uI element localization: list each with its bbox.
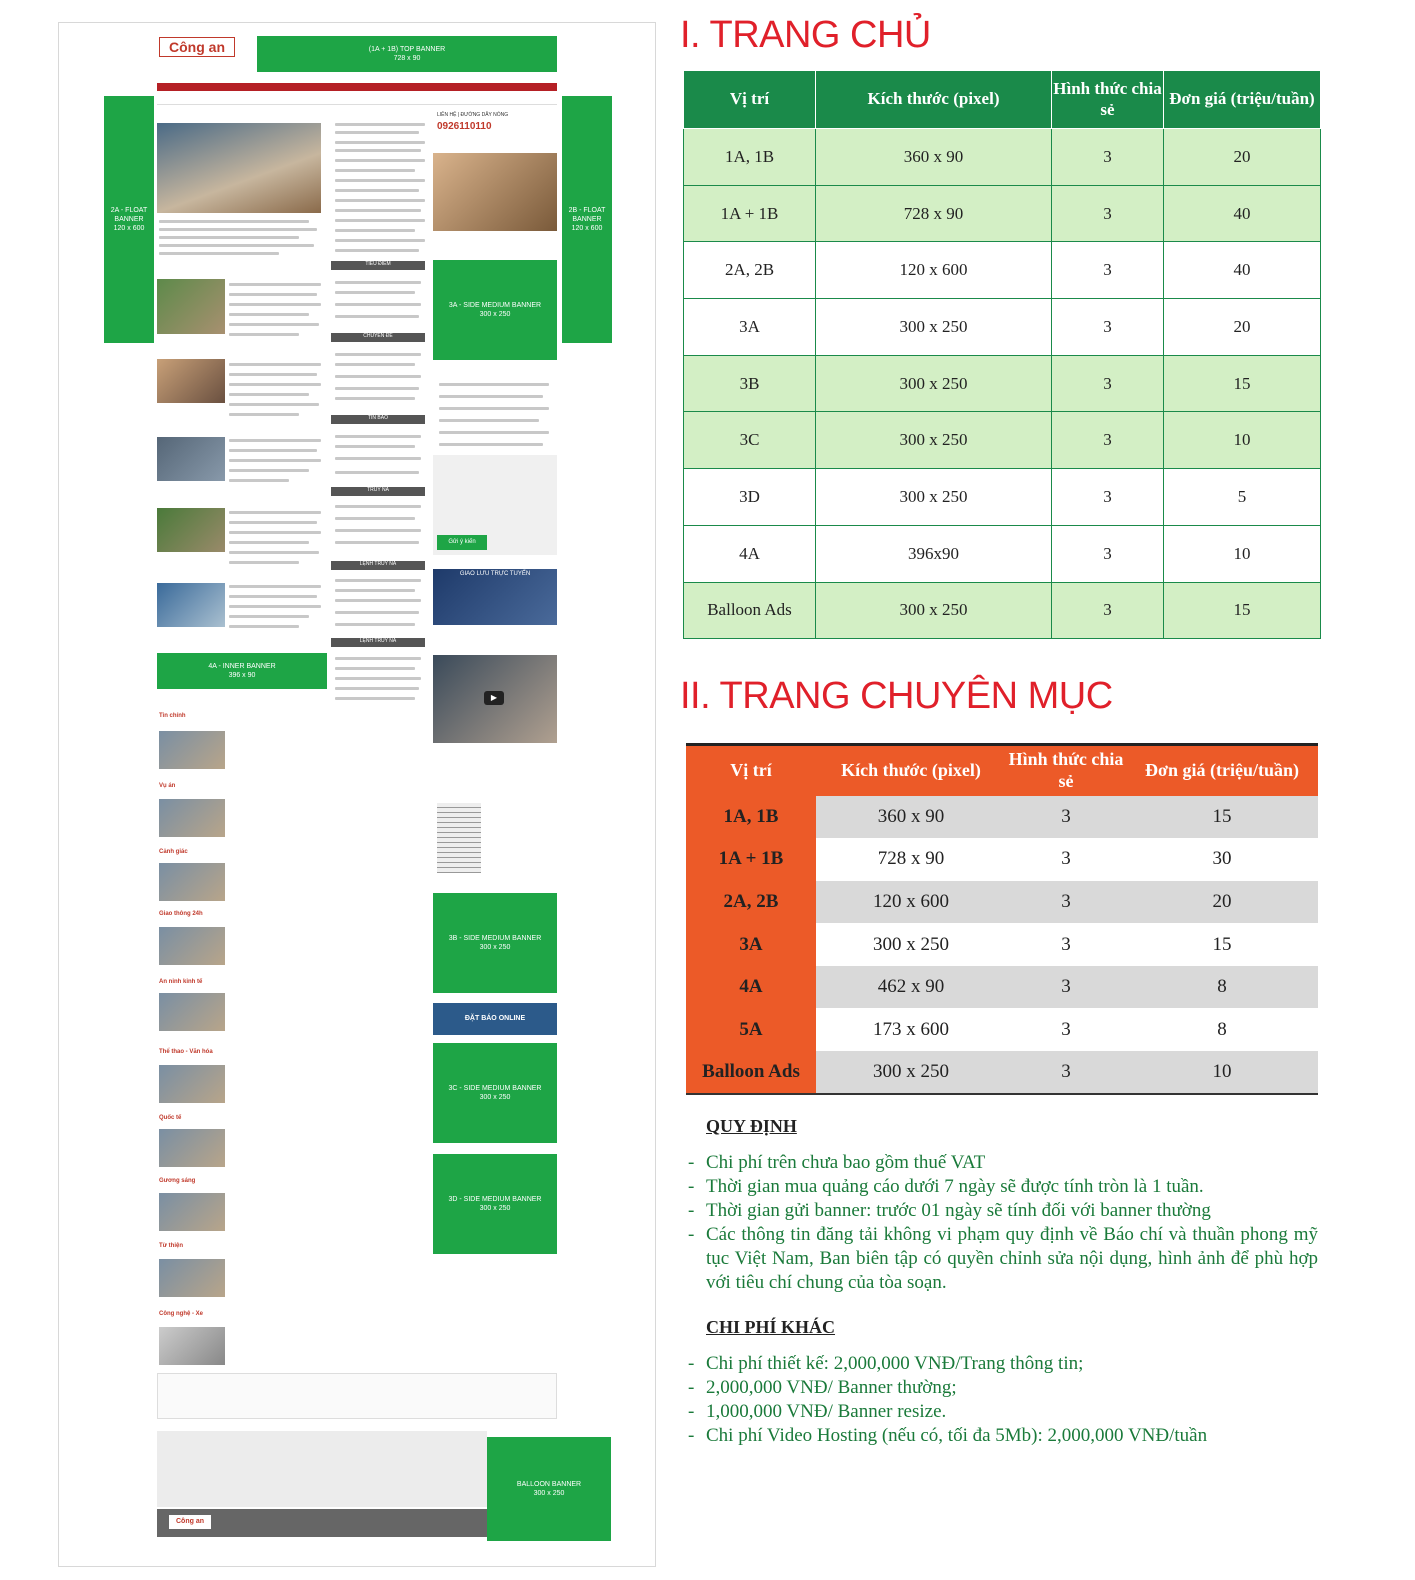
table-row xyxy=(686,881,1318,924)
table-cell: 3 xyxy=(1006,881,1126,924)
site-logo[interactable]: Công an xyxy=(159,37,235,57)
table-cell: 10 xyxy=(1164,412,1321,469)
story-photo xyxy=(157,437,225,481)
table-row xyxy=(684,185,1321,242)
table-cell: 3 xyxy=(1052,129,1164,186)
section2-title: II. TRANG CHUYÊN MỤC xyxy=(680,675,1113,717)
col-header: Kích thước (pixel) xyxy=(816,745,1006,796)
live-chat-title: GIAO LƯU TRỰC TUYẾN xyxy=(459,571,531,577)
section-title[interactable]: Từ thiện xyxy=(159,1243,184,1249)
col-header: Kích thước (pixel) xyxy=(816,71,1052,129)
col-header: Hình thức chia sẻ xyxy=(1006,745,1126,796)
table-cell: 3 xyxy=(1052,299,1164,356)
banner-4a: 4A - INNER BANNER 396 x 90 xyxy=(157,653,327,689)
lead-photo xyxy=(157,123,321,213)
side-head: CHUYÊN ĐỀ xyxy=(331,333,425,342)
print-edition-thumb xyxy=(437,803,481,873)
table-cell: 20 xyxy=(1126,881,1318,924)
table-cell: 173 x 600 xyxy=(816,1008,1006,1051)
table-cell: Balloon Ads xyxy=(684,582,816,639)
hotline-number[interactable]: 0926110110 xyxy=(437,121,492,132)
table-cell: 3B xyxy=(684,355,816,412)
feature-photo xyxy=(433,153,557,231)
table-cell: 300 x 250 xyxy=(816,299,1052,356)
section-title[interactable]: Vụ án xyxy=(159,783,176,789)
table-cell: 3 xyxy=(1006,923,1126,966)
ad-strip xyxy=(157,1373,557,1419)
side-head: TIN BÁO xyxy=(331,415,425,424)
table-cell: 8 xyxy=(1126,1008,1318,1051)
table-cell: 396x90 xyxy=(816,525,1052,582)
play-icon[interactable]: ▶ xyxy=(484,691,504,705)
table-row xyxy=(686,966,1318,1009)
cost-item: - Chi phí Video Hosting (nếu có, tối đa 5Mb): 2,000,000 VNĐ/tuần xyxy=(688,1424,1318,1448)
homepage-price-table xyxy=(683,70,1321,639)
banner-3b: 3B - SIDE MEDIUM BANNER 300 x 250 xyxy=(433,893,557,993)
table-cell: 4A xyxy=(686,966,816,1009)
table-cell: 2A, 2B xyxy=(686,881,816,924)
rule-item: - Chi phí trên chưa bao gồm thuế VAT xyxy=(688,1151,1318,1175)
table-cell: 3 xyxy=(1006,1008,1126,1051)
section-title[interactable]: Cảnh giác xyxy=(159,849,188,855)
footer-links xyxy=(157,1431,487,1507)
rule-item: - Thời gian mua quảng cáo dưới 7 ngày sẽ được tính tròn là 1 tuần. xyxy=(688,1175,1318,1199)
nav-bar[interactable] xyxy=(157,83,557,91)
table-cell: 15 xyxy=(1126,923,1318,966)
table-row xyxy=(684,242,1321,299)
table-cell: 20 xyxy=(1164,129,1321,186)
table-row xyxy=(686,1008,1318,1051)
banner-3a: 3A - SIDE MEDIUM BANNER 300 x 250 xyxy=(433,260,557,360)
side-head: LỆNH TRUY NÃ xyxy=(331,638,425,647)
story-photo xyxy=(157,359,225,403)
table-cell: 360 x 90 xyxy=(816,129,1052,186)
table-cell: 300 x 250 xyxy=(816,1051,1006,1094)
table-cell: 3 xyxy=(1052,185,1164,242)
table-row xyxy=(686,923,1318,966)
col-header: Vị trí xyxy=(686,745,816,796)
table-cell: 10 xyxy=(1126,1051,1318,1094)
section-title[interactable]: Gương sáng xyxy=(159,1178,196,1184)
table-cell: 3 xyxy=(1052,242,1164,299)
table-cell: 1A + 1B xyxy=(684,185,816,242)
table-cell: 3 xyxy=(1052,582,1164,639)
table-cell: 3 xyxy=(1006,966,1126,1009)
table-cell: 3 xyxy=(1006,838,1126,881)
table-cell: 40 xyxy=(1164,185,1321,242)
section-title[interactable]: Giao thông 24h xyxy=(159,911,203,917)
table-cell: 15 xyxy=(1164,582,1321,639)
table-cell: 3 xyxy=(1052,469,1164,526)
side-head: LỆNH TRUY NÃ xyxy=(331,561,425,570)
table-cell: 1A, 1B xyxy=(684,129,816,186)
table-cell: 1A + 1B xyxy=(686,838,816,881)
table-cell: 3A xyxy=(684,299,816,356)
rule-item: - Thời gian gửi banner: trước 01 ngày sẽ tính đối với banner thường xyxy=(688,1199,1318,1223)
table-cell: 300 x 250 xyxy=(816,582,1052,639)
float-banner-right: 2B - FLOAT BANNER 120 x 600 xyxy=(562,96,612,343)
table-cell: 728 x 90 xyxy=(816,185,1052,242)
col-header: Đơn giá (triệu/tuần) xyxy=(1126,745,1318,796)
side-head: TIÊU ĐIỂM xyxy=(331,261,425,270)
col-header: Hình thức chia sẻ xyxy=(1052,71,1164,129)
table-cell: 5A xyxy=(686,1008,816,1051)
rules-title: QUY ĐỊNH xyxy=(706,1116,797,1136)
table-cell: 3 xyxy=(1052,355,1164,412)
table-row xyxy=(686,796,1318,839)
section-title[interactable]: An ninh kinh tế xyxy=(159,979,203,985)
website-mockup xyxy=(58,22,656,1567)
table-cell: 3 xyxy=(1006,1051,1126,1094)
table-cell: 5 xyxy=(1164,469,1321,526)
table-cell: 3 xyxy=(1006,796,1126,839)
table-cell: 40 xyxy=(1164,242,1321,299)
table-cell: 8 xyxy=(1126,966,1318,1009)
section-title[interactable]: Thể thao - Văn hóa xyxy=(159,1049,213,1055)
table-cell: Balloon Ads xyxy=(686,1051,816,1094)
table-cell: 20 xyxy=(1164,299,1321,356)
table-row xyxy=(684,129,1321,186)
table-cell: 300 x 250 xyxy=(816,412,1052,469)
other-costs-block xyxy=(688,1317,1318,1448)
order-online-button[interactable]: ĐẶT BÁO ONLINE xyxy=(433,1003,557,1035)
col-header: Vị trí xyxy=(684,71,816,129)
table-cell: 300 x 250 xyxy=(816,355,1052,412)
table-row xyxy=(684,525,1321,582)
table-row xyxy=(684,355,1321,412)
table-cell: 3 xyxy=(1052,525,1164,582)
section-title[interactable]: Quốc tế xyxy=(159,1115,182,1121)
rule-item: - Các thông tin đăng tải không vi phạm quy định về Báo chí và thuần phong mỹ tục Việt Nam, Ban biên tập có quyền chỉnh sửa nội dụng, hình ảnh để phù hợp với tiêu chí chung của tòa soạn. xyxy=(688,1223,1318,1295)
table-cell: 300 x 250 xyxy=(816,469,1052,526)
float-banner-left: 2A - FLOAT BANNER 120 x 600 xyxy=(104,96,154,343)
top-banner: (1A + 1B) TOP BANNER 728 x 90 xyxy=(257,36,557,72)
hotline-label: LIÊN HỆ | ĐƯỜNG DÂY NÓNG xyxy=(437,112,509,118)
table-cell: 2A, 2B xyxy=(684,242,816,299)
table-cell: 15 xyxy=(1126,796,1318,839)
table-row xyxy=(686,1051,1318,1094)
table-cell: 10 xyxy=(1164,525,1321,582)
table-cell: 3D xyxy=(684,469,816,526)
table-cell: 15 xyxy=(1164,355,1321,412)
table-cell: 120 x 600 xyxy=(816,881,1006,924)
other-costs-title: CHI PHÍ KHÁC xyxy=(706,1317,836,1337)
cost-item: - 2,000,000 VNĐ/ Banner thường; xyxy=(688,1376,1318,1400)
table-row xyxy=(684,299,1321,356)
table-cell: 4A xyxy=(684,525,816,582)
table-cell: 120 x 600 xyxy=(816,242,1052,299)
cost-item: - Chi phí thiết kế: 2,000,000 VNĐ/Trang thông tin; xyxy=(688,1352,1318,1376)
table-cell: 3C xyxy=(684,412,816,469)
section1-title: I. TRANG CHỦ xyxy=(680,14,931,56)
table-cell: 360 x 90 xyxy=(816,796,1006,839)
story-photo xyxy=(157,508,225,552)
send-comment-button[interactable]: Gửi ý kiến xyxy=(437,535,487,550)
col-header: Đơn giá (triệu/tuần) xyxy=(1164,71,1321,129)
table-cell: 3A xyxy=(686,923,816,966)
side-head: TRUY NÃ xyxy=(331,487,425,496)
banner-3c: 3C - SIDE MEDIUM BANNER 300 x 250 xyxy=(433,1043,557,1143)
story-photo xyxy=(157,279,225,334)
cost-item: - 1,000,000 VNĐ/ Banner resize. xyxy=(688,1400,1318,1424)
ticker-bar xyxy=(157,95,557,105)
table-cell: 728 x 90 xyxy=(816,838,1006,881)
live-chat-box[interactable] xyxy=(433,569,557,625)
table-row xyxy=(684,412,1321,469)
table-row xyxy=(684,582,1321,639)
section-title[interactable]: Tin chính xyxy=(159,713,186,719)
table-cell: 300 x 250 xyxy=(816,923,1006,966)
footer-logo: Công an xyxy=(169,1515,211,1529)
category-price-table xyxy=(686,743,1318,1095)
rules-block xyxy=(688,1116,1318,1295)
table-row xyxy=(684,469,1321,526)
table-cell: 462 x 90 xyxy=(816,966,1006,1009)
balloon-banner: BALLOON BANNER 300 x 250 xyxy=(487,1437,611,1541)
section-title[interactable]: Công nghệ - Xe xyxy=(159,1311,203,1317)
story-photo xyxy=(157,583,225,627)
table-cell: 1A, 1B xyxy=(686,796,816,839)
table-row xyxy=(686,838,1318,881)
table-cell: 30 xyxy=(1126,838,1318,881)
table-cell: 3 xyxy=(1052,412,1164,469)
banner-3d: 3D - SIDE MEDIUM BANNER 300 x 250 xyxy=(433,1154,557,1254)
